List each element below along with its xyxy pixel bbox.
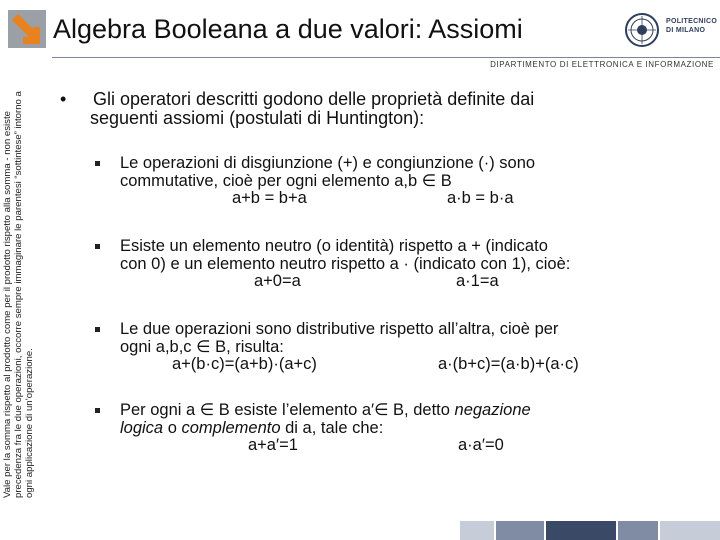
axiom-line-2: commutative, cioè per ogni elemento a,b ∈ B [120, 171, 452, 190]
equation-left: a+0=a [254, 272, 301, 290]
axiom-line-1: Le operazioni di disgiunzione (+) e congiunzione (·) sono [120, 154, 536, 172]
equation-right: a·a′=0 [458, 436, 504, 454]
university-seal-icon [624, 12, 660, 48]
equation-right: a·(b+c)=(a·b)+(a·c) [438, 355, 579, 373]
square-bullet-icon [95, 244, 100, 249]
square-bullet-icon [95, 161, 100, 166]
page-title: Algebra Booleana a due valori: Assiomi [53, 14, 523, 44]
square-bullet-icon [95, 327, 100, 332]
axiom-line-2: ogni a,b,c ∈ B, risulta: [120, 337, 284, 356]
axiom-line-2: con 0) e un elemento neutro rispetto a · (indicato con 1), cioè: [120, 254, 571, 273]
department-label: DIPARTIMENTO DI ELETTRONICA E INFORMAZIONE [490, 60, 714, 69]
side-note: Vale per la somma rispetto al prodotto come per il prodotto rispetto alla somma - non esiste precedenza fra le due operazioni, occorre sempre immaginare le parentesi “sottintese” intorno a ogni applicazione di un’operazione. [2, 91, 35, 498]
axiom-equations [120, 437, 715, 455]
header-divider [52, 57, 720, 58]
equation-right: a·b = b·a [447, 189, 514, 207]
institution-name: POLITECNICO DI MILANO [666, 18, 718, 34]
bullet-icon: • [60, 89, 67, 109]
equation-left: a+a′=1 [248, 436, 298, 454]
footer-decoration [460, 521, 720, 540]
axiom-line-1: Per ogni a ∈ B esiste l’elemento a′∈ B, detto negazione [120, 401, 531, 419]
axiom-equations [120, 273, 715, 291]
axiom-line-1: Esiste un elemento neutro (o identità) rispetto a + (indicato [120, 237, 548, 255]
axiom-line-1: Le due operazioni sono distributive rispetto all’altra, cioè per [120, 320, 559, 338]
equation-left: a+(b·c)=(a+b)·(a+c) [172, 355, 317, 373]
brand-arrow-logo [8, 10, 46, 48]
axiom-line-2: logica o complemento di a, tale che: [120, 418, 384, 437]
square-bullet-icon [95, 408, 100, 413]
axiom-equations [120, 356, 715, 374]
lead-line-2: seguenti assiomi (postulati di Huntington): [90, 108, 425, 128]
axiom-equations [120, 190, 715, 208]
equation-left: a+b = b+a [232, 189, 307, 207]
lead-line-1: Gli operatori descritti godono delle proprietà definite dai [93, 89, 535, 109]
equation-right: a·1=a [456, 272, 499, 290]
